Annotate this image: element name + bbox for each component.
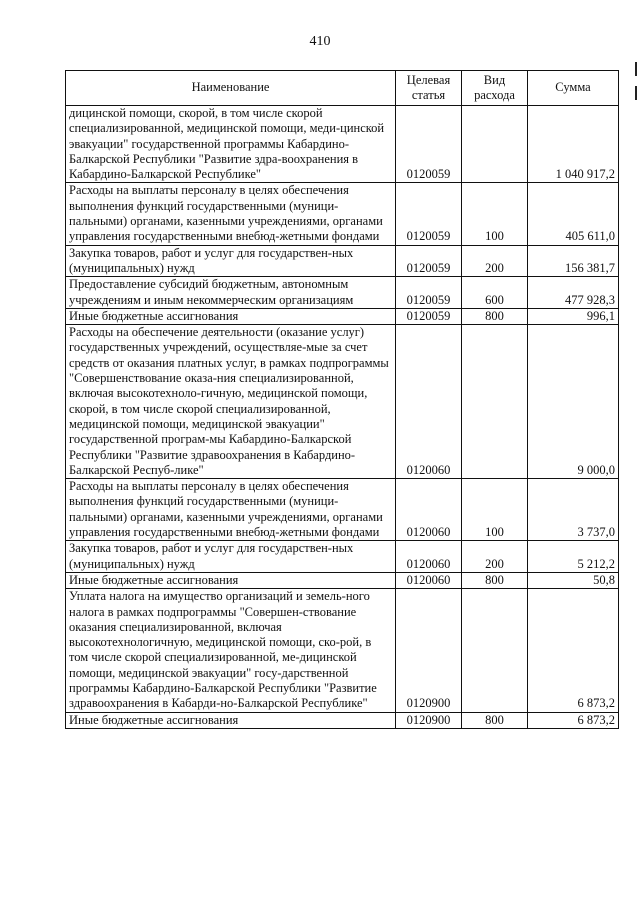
- row-name: Расходы на выплаты персоналу в целях обеспечения выполнения функций государственными (муници-пальными) органами, казенными учреждениями, органами управления государственными внебюд-жетными фондами: [66, 183, 396, 245]
- row-type: [462, 106, 528, 183]
- row-sum: 5 212,2: [528, 541, 619, 573]
- row-code: 0120059: [396, 277, 462, 309]
- row-code: 0120059: [396, 183, 462, 245]
- row-code: 0120060: [396, 572, 462, 588]
- row-type: 100: [462, 183, 528, 245]
- table-row: [66, 308, 619, 324]
- edge-mark: [635, 62, 637, 76]
- table-row: [66, 712, 619, 728]
- row-code: 0120059: [396, 245, 462, 277]
- budget-table: [65, 70, 619, 729]
- table-row: [66, 245, 619, 277]
- row-name: Закупка товаров, работ и услуг для государствен-ных (муниципальных) нужд: [66, 245, 396, 277]
- header-sum: Сумма: [528, 71, 619, 106]
- row-name: Предоставление субсидий бюджетным, автономным учреждениям и иным некоммерческим организациям: [66, 277, 396, 309]
- table-row: [66, 277, 619, 309]
- row-sum: 405 611,0: [528, 183, 619, 245]
- row-sum: 6 873,2: [528, 712, 619, 728]
- page-number: 410: [309, 34, 331, 49]
- row-code: 0120060: [396, 541, 462, 573]
- table-row: [66, 479, 619, 541]
- table-row: [66, 106, 619, 183]
- row-code: 0120060: [396, 479, 462, 541]
- row-code: 0120900: [396, 712, 462, 728]
- header-name: Наименование: [66, 71, 396, 106]
- row-sum: 6 873,2: [528, 589, 619, 712]
- row-sum: 9 000,0: [528, 325, 619, 479]
- row-name: Закупка товаров, работ и услуг для государствен-ных (муниципальных) нужд: [66, 541, 396, 573]
- row-code: 0120059: [396, 106, 462, 183]
- row-name: Иные бюджетные ассигнования: [66, 712, 396, 728]
- row-sum: 996,1: [528, 308, 619, 324]
- row-name: Уплата налога на имущество организаций и земель-ного налога в рамках подпрограммы "Совершен-ствование оказания специализированной, включая высокотехнологичную, медицинской помощи, ско-рой, в том числе скорой специализированной, ме-дицинской помощи, медицинской эвакуации" госу-дарственной программы Кабардино-Балкарской Республики "Развитие здравоохранения в Кабарди-но-Балкарской Республике": [66, 589, 396, 712]
- row-type: [462, 589, 528, 712]
- row-sum: 1 040 917,2: [528, 106, 619, 183]
- table-row: [66, 572, 619, 588]
- row-name: Расходы на выплаты персоналу в целях обеспечения выполнения функций государственными (муници-пальными) органами, казенными учреждениями, органами управления государственными внебюд-жетными фондами: [66, 479, 396, 541]
- row-code: 0120900: [396, 589, 462, 712]
- row-type: 600: [462, 277, 528, 309]
- row-code: 0120059: [396, 308, 462, 324]
- row-sum: 50,8: [528, 572, 619, 588]
- table-row: [66, 183, 619, 245]
- edge-mark: [635, 86, 637, 100]
- row-sum: 477 928,3: [528, 277, 619, 309]
- table-row: [66, 589, 619, 712]
- header-code: Целевая статья: [396, 71, 462, 106]
- row-sum: 3 737,0: [528, 479, 619, 541]
- header-type: Вид расхода: [462, 71, 528, 106]
- row-type: 800: [462, 308, 528, 324]
- row-sum: 156 381,7: [528, 245, 619, 277]
- row-name: Иные бюджетные ассигнования: [66, 308, 396, 324]
- row-type: 800: [462, 712, 528, 728]
- table-row: [66, 325, 619, 479]
- row-name: Расходы на обеспечение деятельности (оказание услуг) государственных учреждений, осуществляе-мые за счет средств от оказания платных услуг, в рамках подпрограммы "Совершенствование оказа-ния специализированной, включая высокотехноло-гичную, медицинской помощи, скорой, в том числе скорой специализированной, медицинской помощи, медицинской эвакуации" государственной програм-мы Кабардино-Балкарской Республики "Развитие здравоохранения в Кабардино-Балкарской Респуб-лике": [66, 325, 396, 479]
- row-type: 200: [462, 245, 528, 277]
- row-type: [462, 325, 528, 479]
- row-type: 200: [462, 541, 528, 573]
- row-name: Иные бюджетные ассигнования: [66, 572, 396, 588]
- row-type: 800: [462, 572, 528, 588]
- table-row: [66, 541, 619, 573]
- row-code: 0120060: [396, 325, 462, 479]
- row-type: 100: [462, 479, 528, 541]
- row-name: дицинской помощи, скорой, в том числе скорой специализированной, медицинской помощи, меди-цинской эвакуации" государственной программы Кабардино-Балкарской Республики "Развитие здра-воохранения в Кабардино-Балкарской Республике": [66, 106, 396, 183]
- table-header-row: [66, 71, 619, 106]
